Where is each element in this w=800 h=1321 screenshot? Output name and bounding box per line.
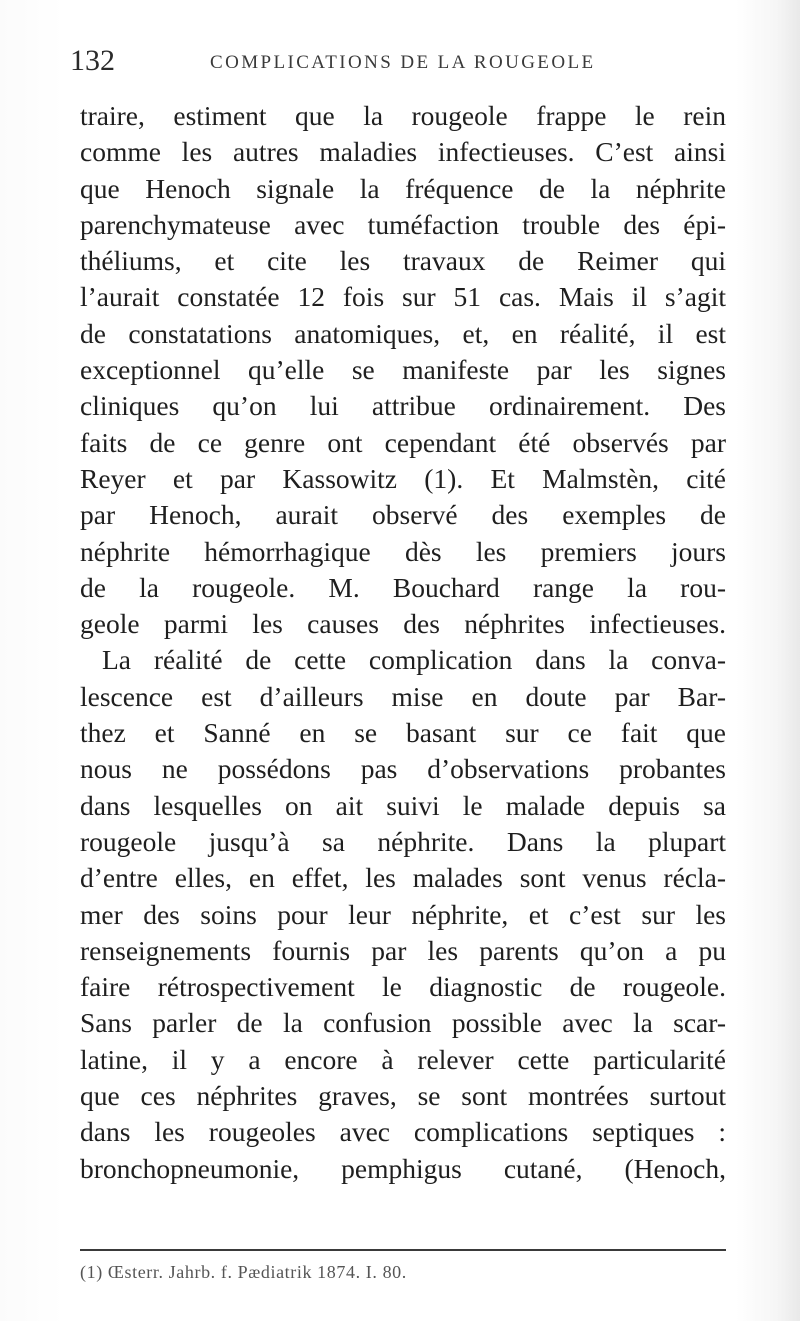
text-line: l’aurait constatée 12 fois sur 51 cas. Mais il s’agit xyxy=(80,281,726,313)
text-line: faire rétrospectivement le diagnostic de rougeole. xyxy=(80,971,726,1003)
running-title: COMPLICATIONS DE LA ROUGEOLE xyxy=(210,52,596,73)
text-line: La réalité de cette complication dans la conva- xyxy=(102,644,726,676)
text-line: cliniques qu’on lui attribue ordinairement. Des xyxy=(80,390,726,422)
text-line: lescence est d’ailleurs mise en doute par Bar- xyxy=(80,680,726,712)
text-line: mer des soins pour leur néphrite, et c’est sur les xyxy=(80,898,726,930)
text-line: thez et Sanné en se basant sur ce fait que xyxy=(80,717,726,749)
text-line: parenchymateuse avec tuméfaction trouble des épi- xyxy=(80,208,726,240)
text-line: latine, il y a encore à relever cette particularité xyxy=(80,1043,726,1075)
text-line: d’entre elles, en effet, les malades sont venus récla- xyxy=(80,862,726,894)
text-line: geole parmi les causes des néphrites infectieuses. xyxy=(80,608,726,640)
text-line: néphrite hémorrhagique dès les premiers jours xyxy=(80,535,726,567)
text-line: dans lesquelles on ait suivi le malade depuis sa xyxy=(80,789,726,821)
footnote: (1) Œsterr. Jahrb. f. Pædiatrik 1874. I. 80. xyxy=(80,1262,407,1282)
text-line: traire, estiment que la rougeole frappe le rein xyxy=(80,100,726,131)
text-line: nous ne possédons pas d’observations probantes xyxy=(80,753,726,785)
text-line: Sans parler de la confusion possible avec la scar- xyxy=(80,1007,726,1039)
text-line: de constatations anatomiques, et, en réalité, il est xyxy=(80,317,726,349)
page-header xyxy=(70,44,730,80)
footnote-divider xyxy=(80,1249,726,1251)
text-line: de la rougeole. M. Bouchard range la rou- xyxy=(80,571,726,603)
text-line: comme les autres maladies infectieuses. C’est ainsi xyxy=(80,136,726,168)
body-text xyxy=(80,98,726,1187)
text-line: dans les rougeoles avec complications septiques : xyxy=(80,1116,726,1148)
text-line: renseignements fournis par les parents qu’on a pu xyxy=(80,934,726,966)
text-line: exceptionnel qu’elle se manifeste par les signes xyxy=(80,354,726,386)
text-line: théliums, et cite les travaux de Reimer qui xyxy=(80,245,726,277)
text-line: rougeole jusqu’à sa néphrite. Dans la plupart xyxy=(80,825,726,857)
text-line: que Henoch signale la fréquence de la néphrite xyxy=(80,172,726,204)
text-line: faits de ce genre ont cependant été observés par xyxy=(80,426,726,458)
text-line: bronchopneumonie, pemphigus cutané, (Henoch, xyxy=(80,1152,726,1184)
text-line: par Henoch, aurait observé des exemples de xyxy=(80,499,726,531)
text-line: Reyer et par Kassowitz (1). Et Malmstèn, cité xyxy=(80,462,726,494)
text-line: que ces néphrites graves, se sont montrées surtout xyxy=(80,1080,726,1112)
page-number: 132 xyxy=(70,44,115,77)
